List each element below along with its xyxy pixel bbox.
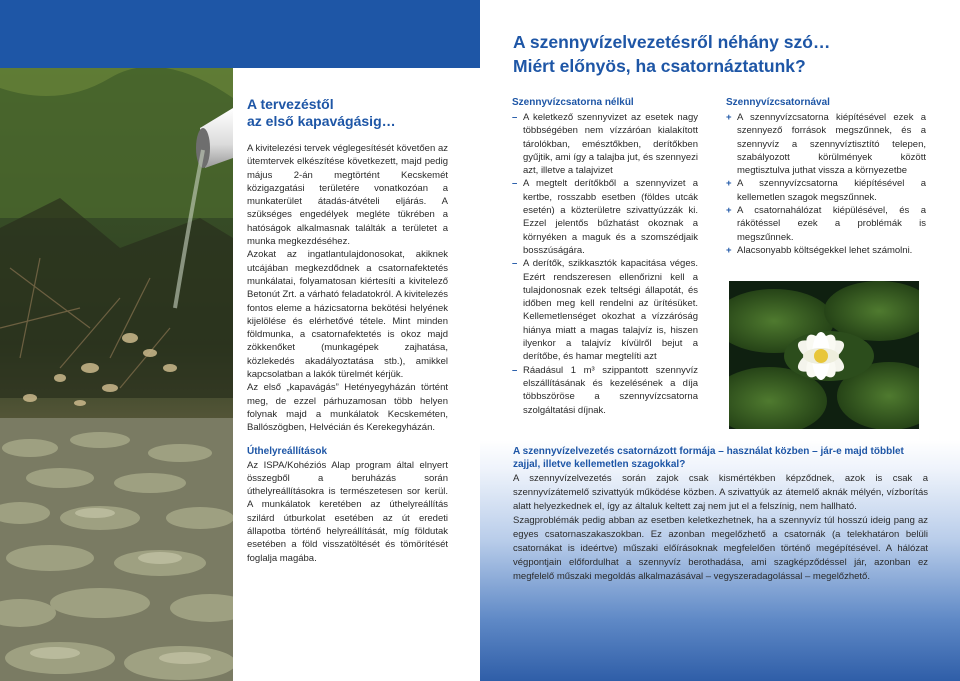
header-band: [0, 0, 480, 68]
water-lily-photo: [729, 281, 919, 429]
sewage-pipe-photo: [0, 68, 233, 681]
plus-icon: +: [726, 244, 732, 256]
minus-icon: –: [512, 364, 518, 376]
list-item: [512, 177, 698, 257]
without-sewer-column: [512, 96, 698, 417]
notice-paragraph: Azokat az ingatlantulajdonosokat, akiknek utcájában megkezdődnek a csatornafektetés munkálatai, folyamatosan kiértesíti a kivitelező Betonút Zrt. a várható feladatokról. A kivitelezés fontos eleme a házicsatorna bekötési helyének kijelölése és elérhetővé tétele. Mint minden földmunka, a csatornafektetés is okoz majd zökkenőket (munkagépek zajhatása, közlekedés akadályoztatása stb.), amikkel kapcsolatban a lakók türelmét kérjük.: [247, 249, 448, 381]
list-item: [512, 364, 698, 417]
list-item-text: A derítők, szikkasztók kapacitása véges. Ezért rendszeresen ellenőrizni kell a tulajdonosnak ezek teltségi állapotát, és időben meg kell rendelni az ürítésüket. Kellemetlenséget okozhat a vízzáróság hiánya miatt a magas talajvíz is, hiszen ilyenkor a talajvíz kívülről bejut a derítőbe, és hamar megtelíti azt: [523, 258, 698, 363]
without-sewer-heading: Szennyvízcsatorna nélkül: [512, 97, 634, 108]
list-item-text: A csatornahálózat kiépülésével, és a rákötéssel ezek a problémák is megszűnnek.: [737, 205, 926, 243]
plus-icon: +: [726, 178, 732, 190]
noise-odor-section: [513, 445, 928, 584]
list-item: [726, 111, 926, 177]
with-sewer-column: [726, 96, 926, 257]
list-item-text: Alacsonyabb költségekkel lehet számolni.: [737, 244, 913, 256]
right-title-line-1: A szennyvízelvezetésről néhány szó…: [513, 32, 831, 52]
noise-odor-heading: A szennyvízelvezetés csatornázott formája – használat közben – jár-e majd többlet zajjal, illetve kellemetlen szagokkal?: [513, 446, 904, 470]
list-item: [726, 244, 926, 257]
list-item: [726, 204, 926, 244]
plus-icon: +: [726, 112, 732, 123]
list-item: [512, 257, 698, 363]
odor-paragraph: Szagproblémák pedig abban az esetben keletkezhetnek, ha a szennyvíz túl hosszú ideig pang az egyes csatornaszakaszokban. Ez azonban megelőzhető a csatornák (a telekhatáron belüli csatornákat is ideértve) műszaki előírásoknak megfelelően történő megépítésével. A hálózat végpontjain előfordulhat a szennyvíz berothadása, ami szagképződéssel jár, azonban ez megfelelő műszaki megoldás alkalmazásával – vegyszeradagolással – megelőzhető.: [513, 515, 928, 582]
list-item: [512, 111, 698, 177]
minus-icon: –: [512, 258, 518, 270]
left-title: [247, 96, 467, 130]
right-title-line-2: Miért előnyös, ha csatornáztatunk?: [513, 56, 806, 76]
list-item-text: A keletkező szennyvizet az esetek nagy többségében nem vízzáróan kialakított tárolókban, emésztőkben, derítőkben gyűjtik, ami így a talajba jut, és szennyezi azt, illetve a talajvizet: [523, 112, 698, 177]
list-item-text: A megtelt derítőkből a szennyvizet a kertbe, rosszabb esetben (földes utcák esetén) a közterületre szivattyúzzák ki. Ezzel jelentős bűzhatást okoznak a környéken a maguk és a szomszédjaik bosszúságára.: [523, 178, 698, 256]
right-title: [513, 30, 953, 78]
road-restoration-heading: Úthelyreállítások: [247, 445, 328, 457]
left-title-line-1: A tervezéstől: [247, 96, 334, 112]
plus-icon: +: [726, 205, 732, 217]
left-title-line-2: az első kapavágásig…: [247, 113, 396, 129]
left-body: [247, 142, 448, 565]
list-item-text: Ráadásul 1 m³ szippantott szennyvíz elszállításának és kezelésének a díja többszöröse a szennyvízcsatorna szolgáltatási díjnak.: [523, 364, 698, 416]
list-item: [726, 177, 926, 204]
first-dig-paragraph: Az első „kapavágás” Hetényegyházán történt meg, de ezzel párhuzamosan több helyen folynak majd a munkálatok Kecskeméten, Ballószögben, Helvécián és Kerekegyházán.: [247, 382, 448, 434]
road-restoration-paragraph: Az ISPA/Kohéziós Alap program által elnyert összegből a beruházás során úthelyreállításokra is természetesen sor kerül. A munkálatok keretében az úthelyreállítás szilárd útburkolat esetében az út eredeti állapotba történő helyreállítását, míg földutak esetében a föld visszatöltését és tömörítését foglalja magába.: [247, 459, 448, 564]
noise-paragraph: A szennyvízelvezetés során zajok csak kismértékben képződnek, azok is csak a szennyvízátemelő szivattyúk működése közben. A szivattyúk az átemelő aknák mélyén, vízborítás alatt helyezkednek el, így az általuk keltett zaj nem jut el a felszínig, nem hallható.: [513, 473, 928, 512]
minus-icon: –: [512, 112, 518, 123]
with-sewer-heading: Szennyvízcsatornával: [726, 97, 830, 108]
list-item-text: A szennyvízcsatorna kiépítésével ezek a szennyező források megszűnnek, és a szennyvíz a szennyvíztisztító telepen, szabályozott körülmények között megtisztulva juthat vissza a környezetbe: [737, 112, 926, 177]
intro-paragraph: A kivitelezési tervek véglegesítését követően az ütemtervek elkészítése következett, majd pedig május 2-án megtörtént Kecskemét közigazgatási területére vonatkozóan a munkaterület átadás-átvételi eljárás. A szükséges engedélyek megléte tükrében a hatóságok alkalmasnak találták a területet a munka megkezdéséhez.: [247, 143, 448, 248]
right-page: [480, 0, 960, 681]
list-item-text: A szennyvízcsatorna kiépítésével a kellemetlen szagok megszűnnek.: [737, 178, 926, 203]
minus-icon: –: [512, 178, 518, 190]
